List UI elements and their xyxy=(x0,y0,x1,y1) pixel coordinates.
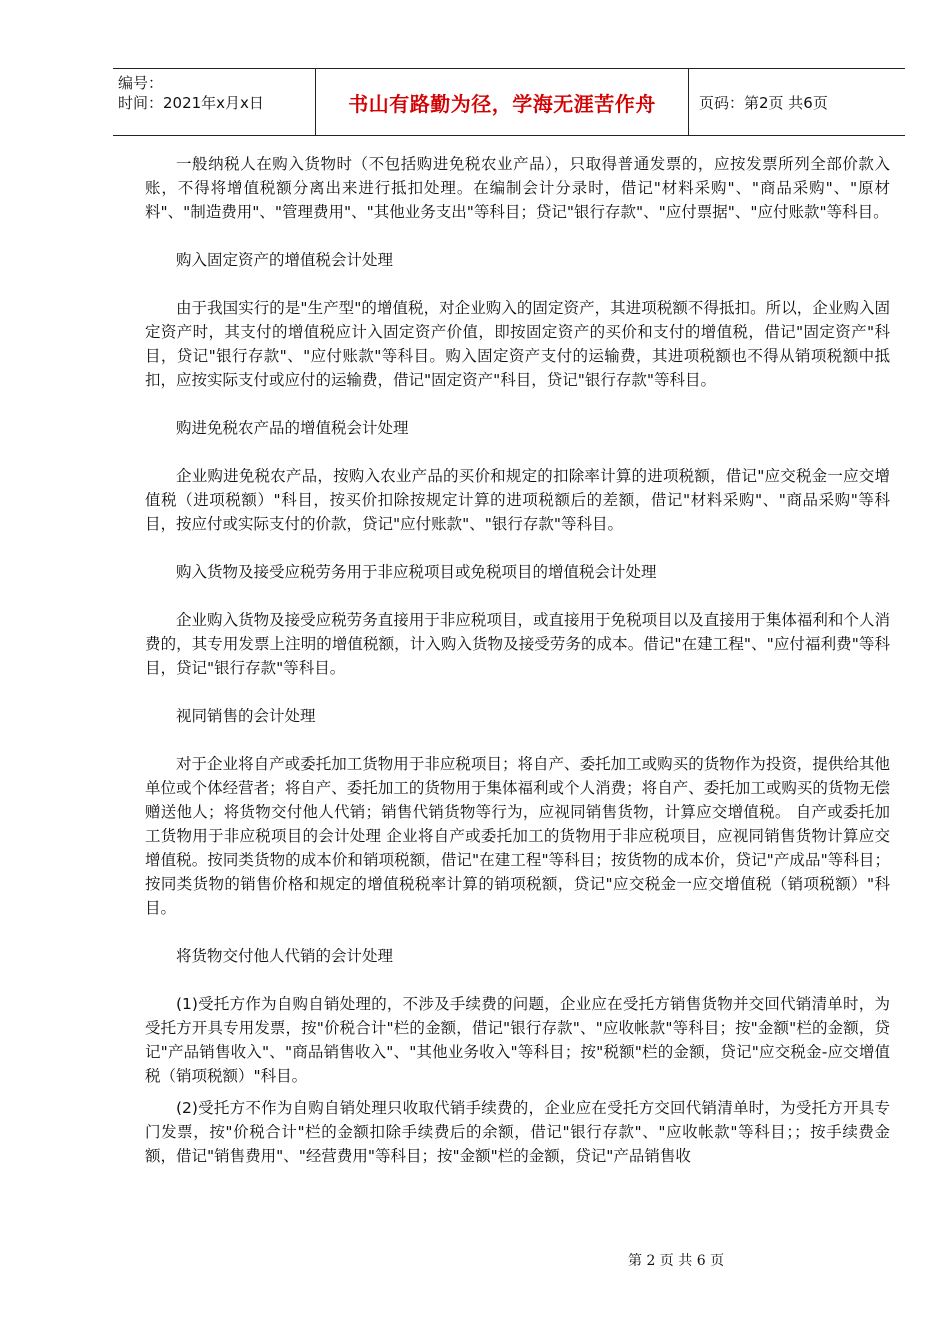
paragraph-consignment-2: (2)受托方不作为自购自销处理只收取代销手续费的，企业应在受托方交回代销清单时，为受托方开具专门发票，按"价税合计"栏的金额扣除手续费后的余额，借记"银行存款"、"应收帐款"等科目；；按手续费金额，借记"销售费用"、"经营费用"等科目；按"金额"栏的金额，贷记"产品销售收 xyxy=(145,1099,890,1165)
document-body xyxy=(145,152,890,1168)
section-heading-agri-products: 购进免税农产品的增值税会计处理 xyxy=(176,419,409,437)
paragraph-deemed-sales: 对于企业将自产或委托加工货物用于非应税项目；将自产、委托加工或购买的货物作为投资，提供给其他单位或个体经营者；将自产、委托加工的货物用于集体福利或个人消费；将自产、委托加工或购买的货物无偿赠送他人；将货物交付他人代销；销售代销货物等行为，应视同销售货物，计算应交增值税。 自产或委托加工货物用于非应税项目的会计处理 企业将自产或委托加工的货物用于非应税项目，应视同销售货物计算应交增值税。按同类货物的成本价和销项税额，借记"在建工程"等科目；按货物的成本价，贷记"产成品"等科目；按同类货物的销售价格和规定的增值税税率计算的销项税额，贷记"应交税金一应交增值税（销项税额）"科目。 xyxy=(145,755,890,917)
section-heading-non-taxable: 购入货物及接受应税劳务用于非应税项目或免税项目的增值税会计处理 xyxy=(176,563,657,581)
header-meta xyxy=(118,73,264,113)
page-header xyxy=(113,68,905,136)
paragraph-fixed-assets: 由于我国实行的是"生产型"的增值税，对企业购入的固定资产，其进项税额不得抵扣。所以，企业购入固定资产时，其支付的增值税应计入固定资产价值，即按固定资产的买价和支付的增值税，借记"固定资产"科目，贷记"银行存款"、"应付账款"等科目。购入固定资产支付的运输费，其进项税额也不得从销项税额中抵扣，应按实际支付或应付的运输费，借记"固定资产"科目，贷记"银行存款"等科目。 xyxy=(145,299,890,389)
paragraph-consignment-1: (1)受托方作为自购自销处理的，不涉及手续费的问题，企业应在受托方销售货物并交回代销清单时，为受托方开具专用发票，按"价税合计"栏的金额，借记"银行存款"、"应收帐款"等科目；按"金额"栏的金额，贷记"产品销售收入"、"商品销售收入"、"其他业务收入"等科目；按"税额"栏的金额，贷记"应交税金-应交增值税（销项税额）"科目。 xyxy=(145,995,890,1085)
header-motto: 书山有路勤为径，学海无涯苦作舟 xyxy=(315,69,689,135)
time-label: 时间：2021年x月x日 xyxy=(118,94,264,112)
paragraph-agri-products: 企业购进免税农产品，按购入农业产品的买价和规定的扣除率计算的进项税额，借记"应交税金一应交增值税（进项税额）"科目，按买价扣除按规定计算的进项税额后的差额，借记"材料采购"、"商品采购"等科目，按应付或实际支付的价款，贷记"应付账款"、"银行存款"等科目。 xyxy=(145,467,890,533)
section-heading-consignment: 将货物交付他人代销的会计处理 xyxy=(176,947,394,965)
paragraph-non-taxable: 企业购入货物及接受应税劳务直接用于非应税项目，或直接用于免税项目以及直接用于集体福利和个人消费的，其专用发票上注明的增值税额，计入购入货物及接受劳务的成本。借记"在建工程"、"应付福利费"等科目，贷记"银行存款"等科目。 xyxy=(145,611,890,677)
section-heading-fixed-assets: 购入固定资产的增值税会计处理 xyxy=(176,251,394,269)
paragraph-general-taxpayer: 一般纳税人在购入货物时（不包括购进免税农业产品），只取得普通发票的，应按发票所列全部价款入账，不得将增值税额分离出来进行抵扣处理。在编制会计分录时，借记"材料采购"、"商品采购"、"原材料"、"制造费用"、"管理费用"、"其他业务支出"等科目；贷记"银行存款"、"应付票据"、"应付账款"等科目。 xyxy=(145,155,890,221)
header-page-number: 页码：第2页 共6页 xyxy=(699,93,828,112)
section-heading-deemed-sales: 视同销售的会计处理 xyxy=(176,707,316,725)
serial-number-label: 编号： xyxy=(118,74,164,92)
page-footer: 第 2 页 共 6 页 xyxy=(628,1253,725,1269)
